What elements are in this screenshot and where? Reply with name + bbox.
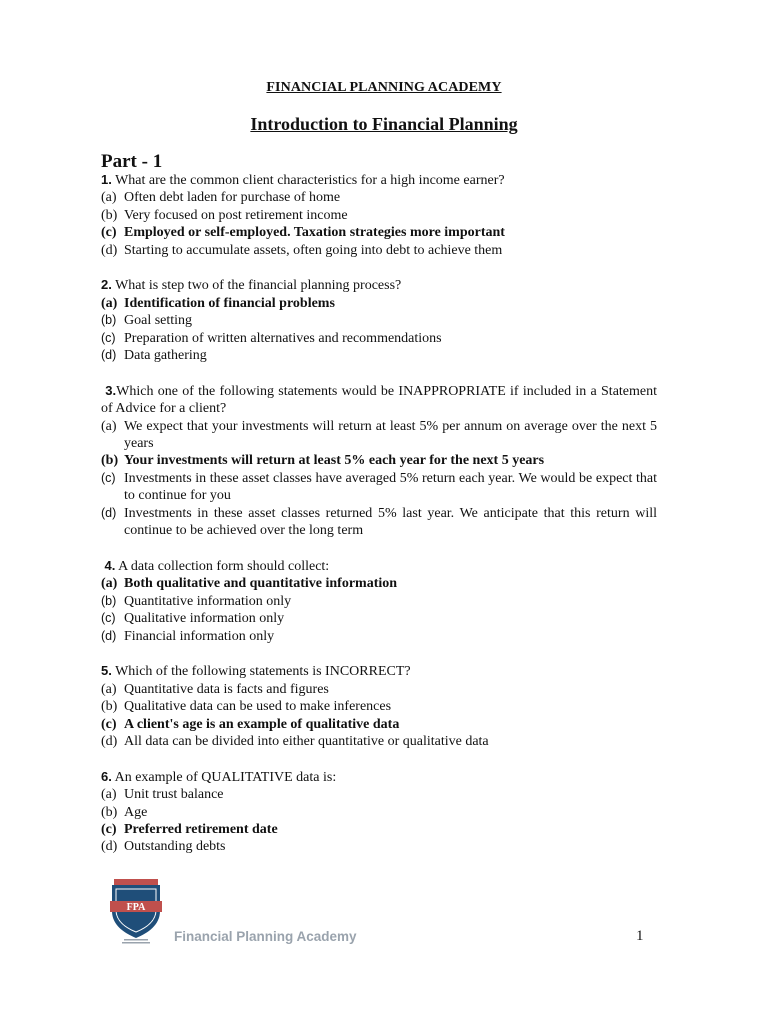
option-label: (d) xyxy=(101,733,118,749)
option-label: (d) xyxy=(101,242,118,258)
option-text: Preparation of written alternatives and recommendations xyxy=(124,330,442,346)
option-text: Age xyxy=(124,804,148,820)
option xyxy=(101,698,657,715)
part-heading: Part - 1 xyxy=(101,151,163,172)
option-text: Financial information only xyxy=(124,628,275,644)
logo-text: FPA xyxy=(126,902,146,913)
option-text: Qualitative information only xyxy=(124,611,285,627)
option-label: (a) xyxy=(101,576,118,592)
option-text: Starting to accumulate assets, often going into debt to achieve them xyxy=(124,242,503,258)
option xyxy=(101,347,657,364)
option-label: (c) xyxy=(101,716,117,732)
option xyxy=(101,681,657,698)
option-text: Data gathering xyxy=(124,348,207,364)
option-label: (c) xyxy=(101,821,117,837)
option-text: Preferred retirement date xyxy=(124,821,278,837)
question-stem: What is step two of the financial planning process? xyxy=(115,278,402,294)
question-stem: Which one of the following statements would be INAPPROPRIATE if included in a Statement of Advice for a client? xyxy=(101,383,658,417)
option-answer xyxy=(101,452,657,469)
option-label: (a) xyxy=(101,681,117,697)
document-title: Introduction to Financial Planning xyxy=(250,114,518,134)
option-text: We expect that your investments will return at least 5% per annum on average over the next 5 years xyxy=(124,418,657,452)
option-label: (a) xyxy=(101,418,117,434)
question-stem: An example of QUALITATIVE data is: xyxy=(114,769,337,785)
option-label: (c) xyxy=(101,611,116,626)
option xyxy=(101,505,657,540)
question-number: 6. xyxy=(101,768,112,784)
question-5 xyxy=(101,662,657,750)
option-text: Often debt laden for purchase of home xyxy=(124,190,341,206)
question-text xyxy=(101,276,657,294)
question-list xyxy=(101,171,657,873)
option-label: (b) xyxy=(101,207,118,223)
option-answer xyxy=(101,224,657,241)
option-label: (b) xyxy=(101,804,118,820)
question-text xyxy=(101,662,657,680)
option-text: Investments in these asset classes have averaged 5% return each year. We would be expect that to continue for you xyxy=(124,470,657,504)
option xyxy=(101,330,657,347)
option xyxy=(101,733,657,750)
question-number: 5. xyxy=(101,663,112,679)
question-text xyxy=(101,768,657,786)
option-text: Both qualitative and quantitative information xyxy=(124,576,398,592)
option-text: Very focused on post retirement income xyxy=(124,207,348,223)
option-label: (c) xyxy=(101,225,117,241)
option-label: (d) xyxy=(101,348,117,363)
footer-academy-name: Financial Planning Academy xyxy=(174,929,357,944)
option-label: (b) xyxy=(101,593,117,608)
question-3 xyxy=(101,382,657,540)
option-label: (b) xyxy=(101,453,119,469)
option-text: Goal setting xyxy=(124,313,193,329)
option-text: Unit trust balance xyxy=(124,787,224,803)
question-number: 3. xyxy=(105,382,117,398)
option-text: Employed or self-employed. Taxation strategies more important xyxy=(124,225,505,241)
option-text: Your investments will return at least 5% each year for the next 5 years xyxy=(124,453,545,469)
question-text xyxy=(101,557,657,575)
page-number: 1 xyxy=(636,928,644,944)
option-text: Outstanding debts xyxy=(124,839,226,855)
option-text: Investments in these asset classes returned 5% last year. We anticipate that this return will continue to be achieved over the long term xyxy=(124,505,657,539)
option xyxy=(101,786,657,803)
question-stem: Which of the following statements is INCORRECT? xyxy=(115,664,411,680)
option-label: (a) xyxy=(101,295,118,311)
logo-banner-top xyxy=(114,879,158,885)
option-label: (c) xyxy=(101,470,116,485)
option-label: (b) xyxy=(101,699,118,715)
option xyxy=(101,242,657,259)
option-text: A client's age is an example of qualitative data xyxy=(124,716,400,732)
option xyxy=(101,207,657,224)
question-2 xyxy=(101,276,657,364)
question-text xyxy=(101,382,657,418)
question-1 xyxy=(101,171,657,259)
question-text xyxy=(101,171,657,189)
option xyxy=(101,189,657,206)
option-label: (d) xyxy=(101,628,117,643)
option xyxy=(101,470,657,505)
option xyxy=(101,312,657,329)
question-number: 2. xyxy=(101,277,112,293)
logo-caption-line xyxy=(122,942,150,944)
option-text: Quantitative information only xyxy=(124,593,292,609)
academy-heading: FINANCIAL PLANNING ACADEMY xyxy=(266,80,502,95)
option xyxy=(101,838,657,855)
option-answer xyxy=(101,716,657,733)
option xyxy=(101,628,657,645)
option-text: Identification of financial problems xyxy=(124,295,335,311)
option-label: (a) xyxy=(101,190,117,206)
option xyxy=(101,804,657,821)
option-text: All data can be divided into either quantitative or qualitative data xyxy=(124,733,489,749)
option-label: (d) xyxy=(101,839,118,855)
option-text: Quantitative data is facts and figures xyxy=(124,681,329,697)
option-label: (a) xyxy=(101,787,117,803)
logo-caption-line xyxy=(124,939,148,941)
option-text: Qualitative data can be used to make inferences xyxy=(124,699,392,715)
option xyxy=(101,418,657,453)
option xyxy=(101,610,657,627)
question-number: 4. xyxy=(104,557,116,573)
option-label: (d) xyxy=(101,505,117,520)
option xyxy=(101,593,657,610)
question-stem: A data collection form should collect: xyxy=(118,558,330,574)
fpa-logo xyxy=(108,875,164,945)
question-number: 1. xyxy=(101,172,112,187)
option-answer xyxy=(101,821,657,838)
option-label: (c) xyxy=(101,330,116,345)
option-answer xyxy=(101,295,657,312)
question-4 xyxy=(101,557,657,645)
question-stem: What are the common client characteristics for a high income earner? xyxy=(115,173,505,188)
option-label: (b) xyxy=(101,313,117,328)
question-6 xyxy=(101,768,657,856)
option-answer xyxy=(101,575,657,592)
